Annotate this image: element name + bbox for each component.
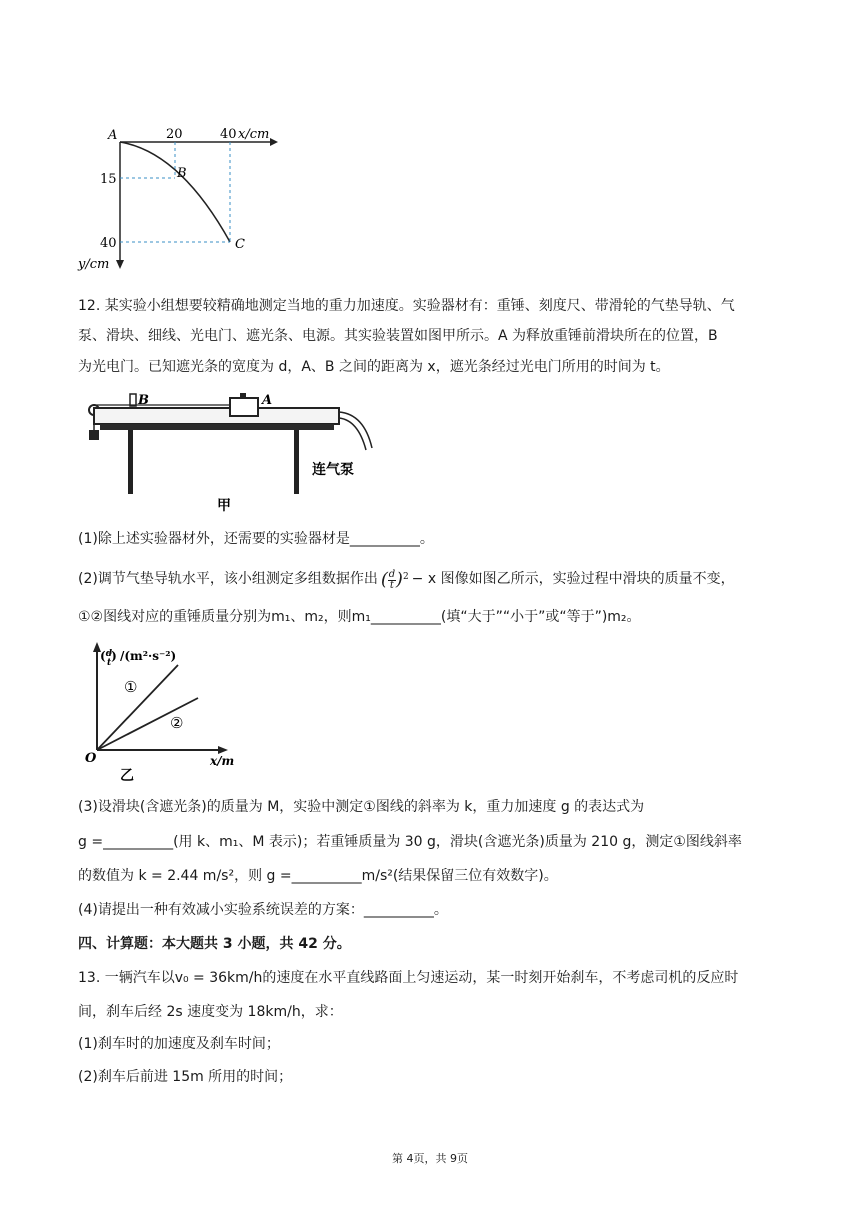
y-axis-label: y/cm — [78, 257, 110, 272]
point-a-label: A — [108, 128, 118, 143]
sub4-text: (4)请提出一种有效减小实验系统误差的方案：__________。 — [78, 902, 448, 918]
y-tick-15: 15 — [100, 172, 117, 187]
point-c-label: C — [235, 237, 245, 252]
q13-sub1: (1)刹车时的加速度及刹车时间； — [78, 1036, 280, 1052]
track-leg-right — [294, 430, 299, 494]
sub2-line1 — [78, 567, 735, 591]
air-track — [94, 408, 339, 424]
sub1-question: (1)除上述实验器材外，还需要的实验器材是 — [78, 531, 350, 547]
line-2-label: ② — [170, 714, 184, 732]
sub3-line2: g =__________(用 k、m₁、M 表示)；若重锤质量为 30 g，滑块(含遮光条)质量为 210 g，测定①图线斜率 — [78, 834, 742, 850]
y-axis-label-units: /(m²·s⁻²) — [120, 649, 177, 663]
sub3-line1: (3)设滑块(含遮光条)的质量为 M，实验中测定①图线的斜率为 k，重力加速度 g 的表达式为 — [78, 799, 645, 815]
sub1-blank: __________ — [349, 531, 420, 547]
hanging-weight — [89, 430, 99, 440]
slider — [230, 398, 258, 416]
x-axis-label-m: x/m — [210, 754, 235, 768]
graph-y-arrow — [93, 642, 101, 652]
air-hose-outer — [339, 412, 372, 448]
sub1-text — [78, 529, 434, 549]
section4-title: 四、计算题：本大题共 3 小题，共 42 分。 — [78, 936, 351, 952]
q12-line1: 12. 某实验小组想要较精确地测定当地的重力加速度。实验器材有：重锤、刻度尺、带滑轮的气垫导轨、气 — [78, 298, 735, 314]
q13-line2: 间，刹车后经 2s 速度变为 18km/h，求： — [78, 1004, 343, 1020]
slider-label-a: A — [262, 393, 273, 408]
q13-line1: 13. 一辆汽车以v₀ = 36km/h的速度在水平直线路面上匀速运动，某一时刻开始刹车，不考虑司机的反应时 — [78, 970, 739, 986]
origin-label: O — [85, 751, 97, 766]
x-axis-label: x/cm — [238, 127, 270, 142]
y-axis-label-fraction: ($^d$ t) — [100, 649, 117, 668]
air-hose — [339, 418, 366, 450]
photogate-label-b: B — [138, 393, 149, 408]
point-b-label: B — [177, 166, 187, 181]
pump-label: 连气泵 — [312, 462, 354, 478]
track-base — [100, 424, 334, 430]
sub3-line3: 的数值为 k = 2.44 m/s²，则 g =__________m/s²(结果保留三位有效数字)。 — [78, 868, 558, 884]
y-axis-arrow — [116, 260, 124, 269]
trajectory-figure — [70, 120, 290, 280]
page-footer: 第 4页，共 9页 — [392, 1152, 468, 1165]
x-tick-40: 40 — [220, 127, 237, 142]
y-tick-40: 40 — [100, 236, 117, 251]
graph-figure-yi — [80, 640, 260, 785]
photogate — [130, 394, 136, 406]
sub2-line1-post: − x 图像如图乙所示，实验过程中滑块的质量不变， — [411, 571, 735, 588]
q13-sub2: (2)刹车后前进 15m 所用的时间； — [78, 1069, 293, 1085]
apparatus-figure-jia — [80, 388, 380, 518]
figure-yi-caption: 乙 — [120, 768, 134, 784]
line-1 — [97, 665, 178, 750]
q12-line2: 泵、滑块、细线、光电门、遮光条、电源。其实验装置如图甲所示。A 为释放重锤前滑块所在的位置，B — [78, 328, 718, 344]
x-tick-20: 20 — [166, 127, 183, 142]
x-axis-arrow — [270, 138, 278, 146]
fraction-d-over-t: ( $\frac{d}{t}$ )$^2$ — [380, 568, 409, 592]
line-1-label: ① — [124, 678, 138, 696]
sub1-end: 。 — [419, 531, 434, 547]
figure-jia-caption: 甲 — [217, 498, 231, 514]
q12-line3: 为光电门。已知遮光条的宽度为 d，A、B 之间的距离为 x，遮光条经过光电门所用的时间为 t。 — [78, 359, 670, 375]
shading-strip — [240, 393, 246, 399]
graph-x-arrow — [218, 746, 228, 754]
sub2-line2: ①②图线对应的重锤质量分别为m₁、m₂，则m₁__________(填“大于”“小于”或“等于”)m₂。 — [78, 609, 641, 625]
track-leg-left — [128, 430, 133, 494]
sub2-line1-pre: (2)调节气垫导轨水平，该小组测定多组数据作出 — [78, 571, 378, 588]
